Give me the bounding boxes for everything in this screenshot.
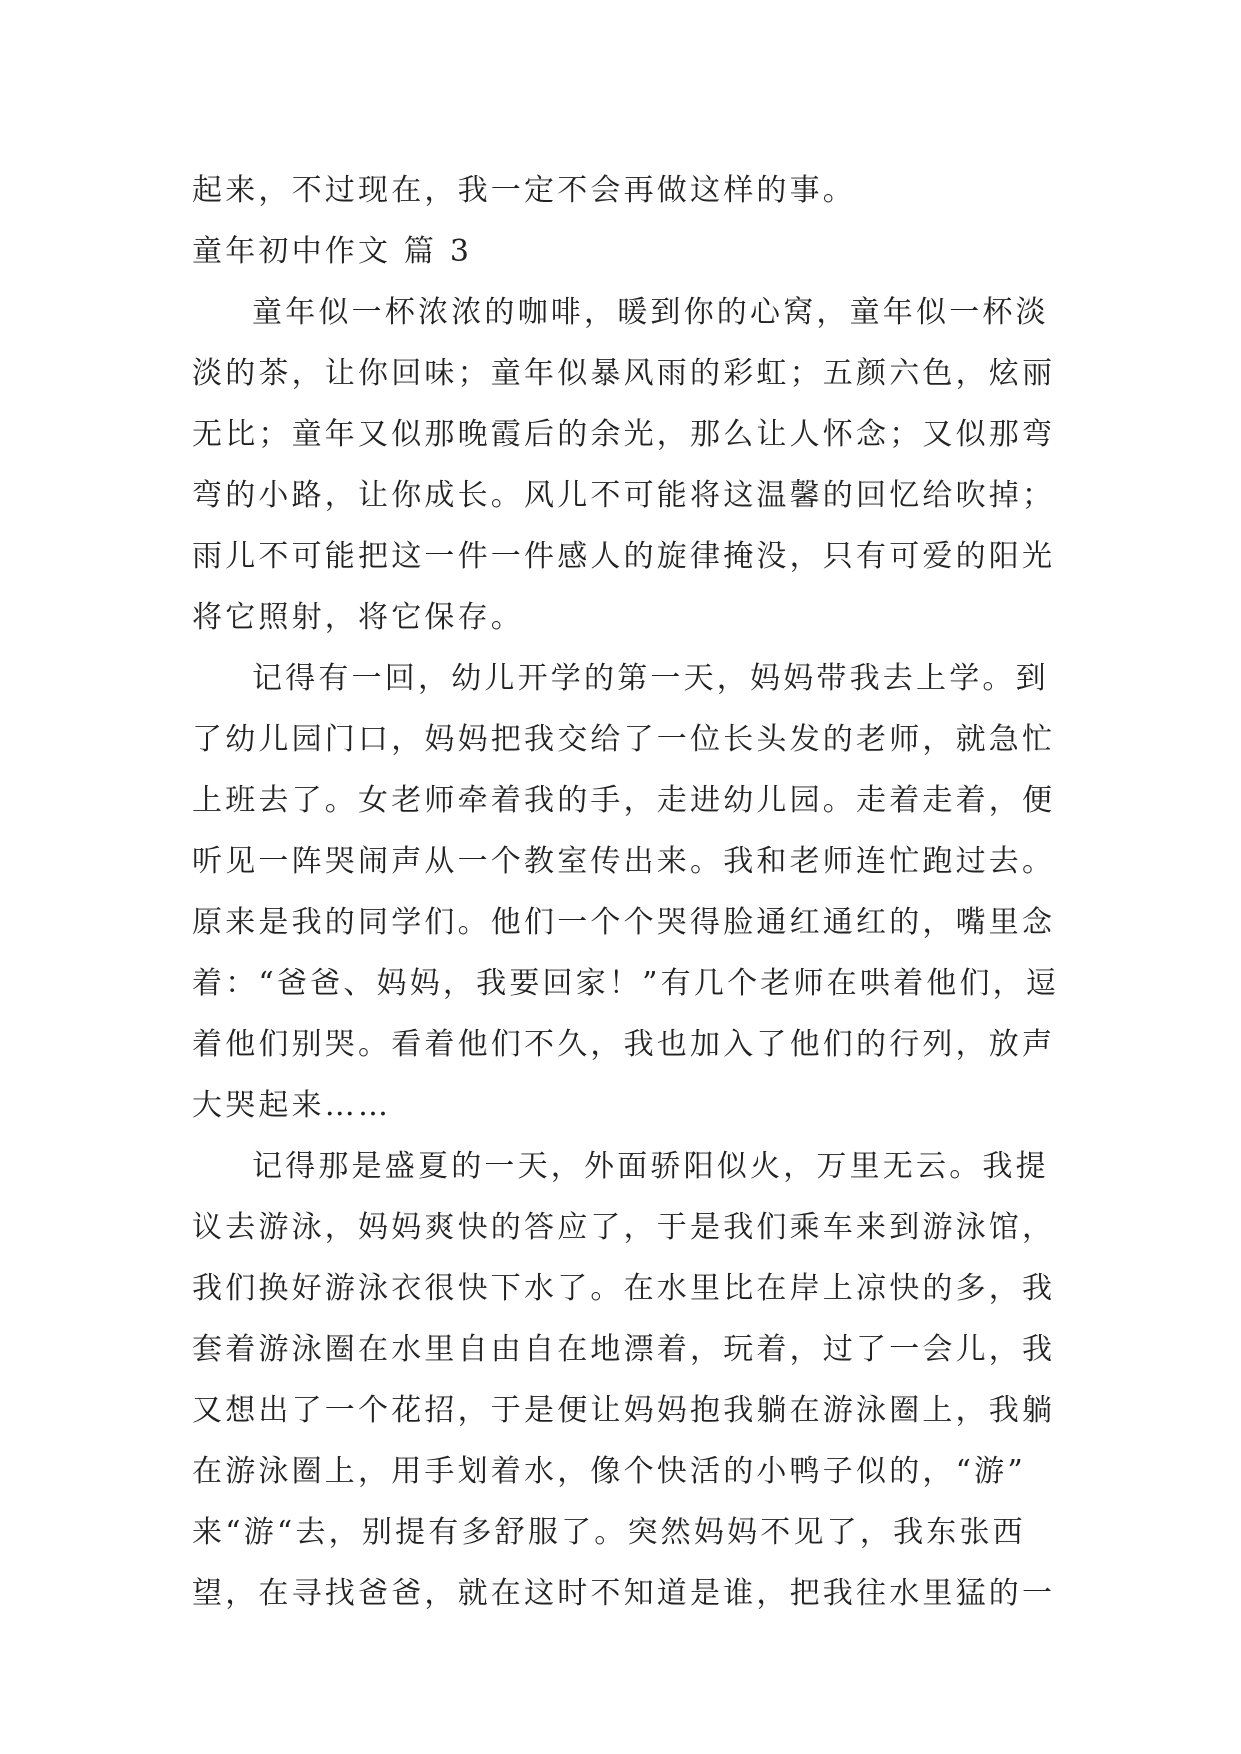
paragraph-line: 又想出了一个花招，于是便让妈妈抱我躺在游泳圈上，我躺 — [192, 1393, 1056, 1428]
paragraph-line: 将它照射，将它保存。 — [192, 600, 524, 635]
paragraph-line: 了幼儿园门口，妈妈把我交给了一位长头发的老师，就急忙 — [192, 722, 1056, 757]
paragraph-line: 在游泳圈上，用手划着水，像个快活的小鸭子似的，“游” — [192, 1454, 1026, 1489]
paragraph-line: 套着游泳圈在水里自由自在地漂着，玩着，过了一会儿，我 — [192, 1332, 1056, 1367]
paragraph-line: 原来是我的同学们。他们一个个哭得脸通红通红的，嘴里念 — [192, 905, 1056, 940]
paragraph-line: 雨儿不可能把这一件一件感人的旋律掩没，只有可爱的阳光 — [192, 539, 1056, 574]
paragraph-3 — [192, 1136, 1056, 1624]
paragraph-line: 听见一阵哭闹声从一个教室传出来。我和老师连忙跑过去。 — [192, 844, 1056, 879]
paragraph-line: 童年似一杯浓浓的咖啡，暖到你的心窝，童年似一杯淡 — [252, 295, 1049, 330]
paragraph-line: 淡的茶，让你回味；童年似暴风雨的彩虹；五颜六色，炫丽 — [192, 356, 1056, 391]
paragraph-2 — [192, 648, 1060, 1136]
document-body — [192, 160, 1060, 1624]
paragraph-line: 大哭起来…… — [192, 1088, 392, 1123]
paragraph-line: 弯的小路，让你成长。风儿不可能将这温馨的回忆给吹掉； — [192, 478, 1056, 513]
paragraph-line: 议去游泳，妈妈爽快的答应了，于是我们乘车来到游泳馆， — [192, 1210, 1056, 1245]
paragraph-line: 着他们别哭。看着他们不久，我也加入了他们的行列，放声 — [192, 1027, 1056, 1062]
paragraph-line: 上班去了。女老师牵着我的手，走进幼儿园。走着走着，便 — [192, 783, 1056, 818]
paragraph-line: 来“游“去，别提有多舒服了。突然妈妈不见了，我东张西 — [192, 1515, 1026, 1550]
paragraph-line: 望，在寻找爸爸，就在这时不知道是谁，把我往水里猛的一 — [192, 1576, 1056, 1611]
section-title: 童年初中作文 篇 3 — [192, 234, 473, 269]
paragraph-1 — [192, 282, 1056, 648]
paragraph-line: 我们换好游泳衣很快下水了。在水里比在岸上凉快的多，我 — [192, 1271, 1056, 1306]
paragraph-line: 无比；童年又似那晚霞后的余光，那么让人怀念；又似那弯 — [192, 417, 1056, 452]
paragraph-line: 记得有一回，幼儿开学的第一天，妈妈带我去上学。到 — [252, 661, 1049, 696]
paragraph-line: 着：“爸爸、妈妈，我要回家！”有几个老师在哄着他们，逗 — [192, 966, 1060, 1001]
paragraph-line: 记得那是盛夏的一天，外面骄阳似火，万里无云。我提 — [252, 1149, 1049, 1184]
continuation-line: 起来，不过现在，我一定不会再做这样的事。 — [192, 173, 856, 208]
